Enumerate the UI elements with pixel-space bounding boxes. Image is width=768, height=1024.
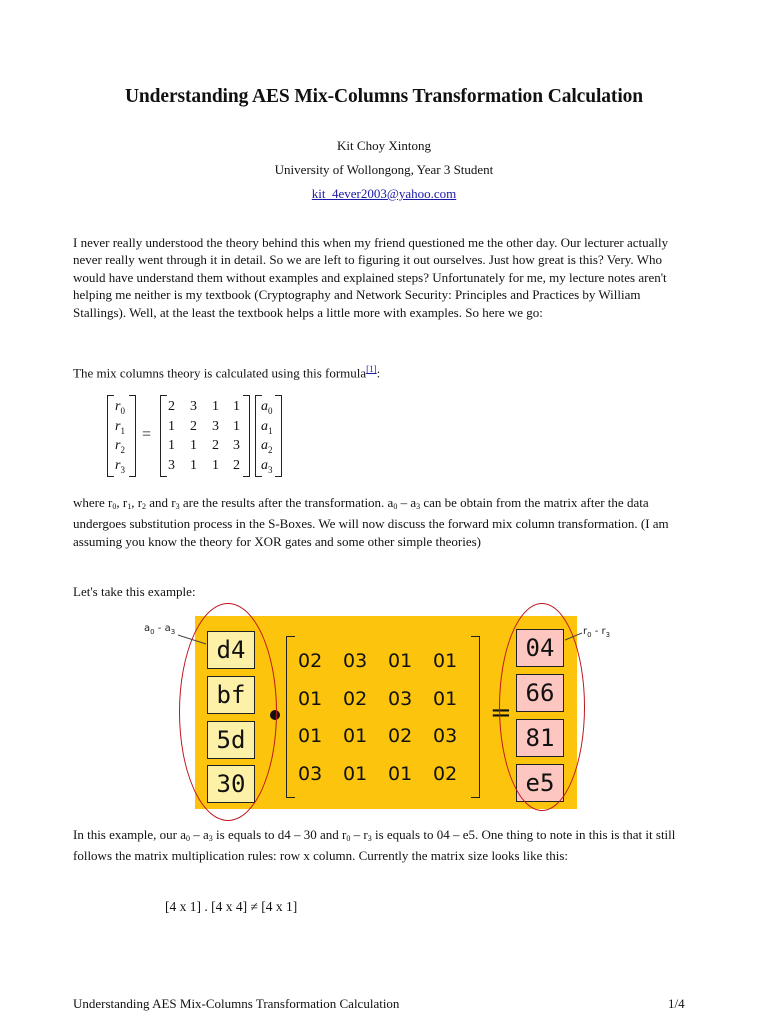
input-cell-bf: bf	[207, 676, 255, 714]
author-email-link[interactable]: kit_4ever2003@yahoo.com	[311, 186, 457, 201]
matrix-cell-r1c3: 01	[388, 650, 413, 672]
matrix-cell-r3c3: 02	[388, 725, 413, 747]
output-cell-81: 81	[516, 719, 564, 757]
matrix-cell-r1c1: 02	[298, 650, 323, 672]
mix-columns-example-figure	[140, 598, 630, 823]
output-column-highlight-ellipse	[499, 603, 585, 811]
input-column-highlight-ellipse	[179, 603, 277, 821]
formula-matrix-col-3: 1 3 2 1	[212, 399, 219, 473]
author-email-container	[0, 186, 768, 202]
intro-paragraph: I never really understood the theory behind this when my friend questioned me the other day. Our lecturer actually never really went through it in detail. So we are left to figuring it out ourselves. Just how great is this? Very. Who would have understand them without examples and explained steps? Unfortunately for me, my lecture notes aren't helping me neither is my textbook (Cryptography and Network Security: Principles and Practices by William Stallings). Well, at the least the textbook helps a little more with examples. So here we go:	[73, 235, 669, 320]
formula-intro-text: The mix columns theory is calculated using this formula	[73, 365, 367, 381]
matrix-cell-r4c2: 01	[343, 763, 368, 785]
example-equals-sign: =	[490, 698, 512, 728]
example-matrix-right-bracket	[471, 636, 480, 798]
matrix-cell-r3c4: 03	[433, 725, 458, 747]
matrix-cell-r2c2: 02	[343, 688, 368, 710]
formula-rhs-vector: $a_0$ $a_1$ $a_2$ $a_3$	[261, 399, 273, 475]
where-paragraph: where $r_0$, $r_1$, $r_2$ and $r_3$ are the results after the transformation. $a_0 - a_3$ can be obtain from the matrix after the data undergoes substitution process in the S-Boxes. We will now discuss the forward mix column transformation. (I am assuming you know the theory for XOR gates and some other simple theories)	[73, 495, 669, 549]
matrix-cell-r2c3: 03	[388, 688, 413, 710]
note-paragraph: In this example, our $a_0 - a_3$ is equals to d4 – 30 and $r_0 - r_3$ is equals to 04 – e5. One thing to note in this is that it still follows the matrix multiplication rules: row x column. Currently the matrix size looks like this:	[73, 827, 676, 864]
output-cell-04: 04	[516, 629, 564, 667]
input-column-label: $a_0 - a_3$	[144, 623, 176, 636]
formula-matrix-left-bracket	[160, 395, 167, 477]
output-cell-66: 66	[516, 674, 564, 712]
formula-lhs-vector: $r_0$ $r_1$ $r_2$ $r_3$	[115, 399, 125, 475]
page-number: 1/4	[668, 996, 685, 1011]
input-cell-d4: d4	[207, 631, 255, 669]
example-matrix-left-bracket	[286, 636, 295, 798]
formula-equals-sign: =	[142, 426, 152, 443]
input-cell-30: 30	[207, 765, 255, 803]
formula-lhs-left-bracket	[107, 395, 114, 477]
matrix-cell-r2c1: 01	[298, 688, 323, 710]
footer-title: Understanding AES Mix-Columns Transformation Calculation	[73, 996, 400, 1011]
formula-matrix-col-1: 2 1 1 3	[168, 399, 175, 473]
input-cell-5d: 5d	[207, 721, 255, 759]
author-name: Kit Choy Xintong	[337, 138, 431, 153]
matrix-cell-r4c1: 03	[298, 763, 323, 785]
formula-intro-paragraph: The mix columns theory is calculated using this formula[1]:	[73, 364, 381, 381]
example-intro: Let's take this example:	[73, 584, 196, 599]
formula-matrix-col-2: 3 2 1 1	[190, 399, 197, 473]
paper-title: Understanding AES Mix-Columns Transformation Calculation	[124, 86, 644, 107]
matrix-cell-r2c4: 01	[433, 688, 458, 710]
matrix-cell-r1c4: 01	[433, 650, 458, 672]
matrix-cell-r3c1: 01	[298, 725, 323, 747]
matrix-cell-r4c4: 02	[433, 763, 458, 785]
formula-matrix-right-bracket	[243, 395, 250, 477]
formula-matrix-col-4: 1 1 3 2	[233, 399, 240, 473]
formula-lhs-right-bracket	[129, 395, 136, 477]
formula-reference-link[interactable]: [1]	[366, 364, 377, 374]
matrix-cell-r4c3: 01	[388, 763, 413, 785]
matrix-cell-r3c2: 01	[343, 725, 368, 747]
output-column-label: $r_0 - r_3$	[583, 626, 611, 639]
dimension-equation: [4 x 1] . [4 x 4] ≠ [4 x 1]	[165, 899, 298, 914]
author-affiliation: University of Wollongong, Year 3 Student	[274, 162, 494, 177]
formula-rhs-right-bracket	[275, 395, 282, 477]
mix-columns-formula	[105, 393, 305, 479]
matrix-cell-r1c2: 03	[343, 650, 368, 672]
output-cell-e5: e5	[516, 764, 564, 802]
